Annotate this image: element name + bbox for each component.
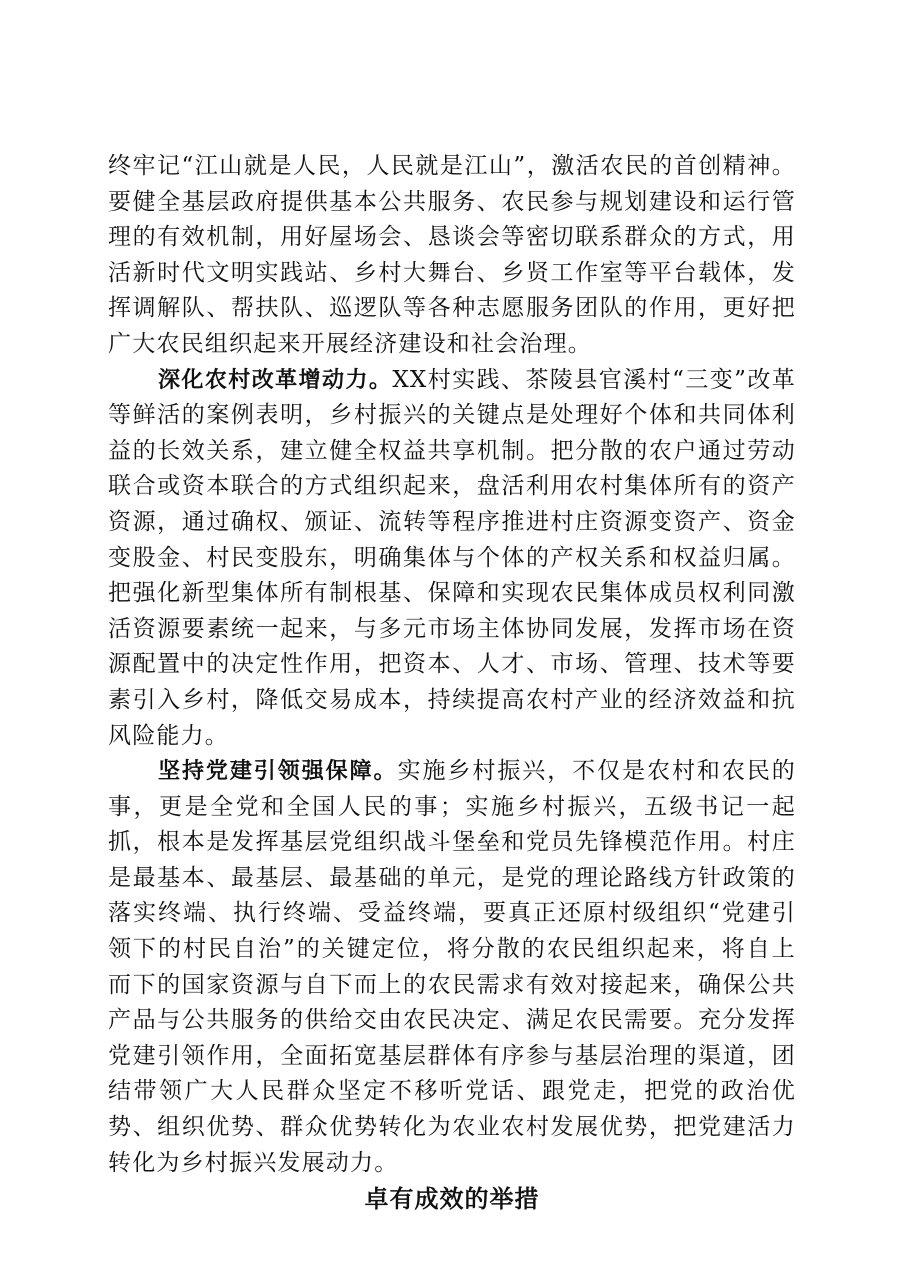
paragraph-lead-heading: 深化农村改革增动力。 <box>158 367 393 393</box>
document-body <box>108 149 796 1217</box>
paragraph-rural-reform <box>108 363 796 755</box>
paragraph-lead-heading: 坚持党建引领强保障。 <box>158 759 398 785</box>
paragraph-text: XX村实践、茶陵县官溪村“三变”改革等鲜活的案例表明，乡村振兴的关键点是处理好个体和共同体利益的长效关系，建立健全权益共享机制。把分散的农户通过劳动联合或资本联合的方式组织起来，盘活利用农村集体所有的资产资源，通过确权、颁证、流转等程序推进村庄资源变资产、资金变股金、村民变股东，明确集体与个体的产权关系和权益归属。把强化新型集体所有制根基、保障和实现农民集体成员权利同激活资源要素统一起来，与多元市场主体协同发展，发挥市场在资源配置中的决定性作用，把资本、人才、市场、管理、技术等要素引入乡村，降低交易成本，持续提高农村产业的经济效益和抗风险能力。 <box>108 366 796 749</box>
paragraph-continuation <box>108 149 796 363</box>
paragraph-text: 实施乡村振兴，不仅是农村和农民的事，更是全党和全国人民的事；实施乡村振兴，五级书记一起抓，根本是发挥基层党组织战斗堡垒和党员先锋模范作用。村庄是最基本、最基层、最基础的单元，是党的理论路线方针政策的落实终端、执行终端、受益终端，要真正还原村级组织“党建引领下的村民自治”的关键定位，将分散的农民组织起来，将自上而下的国家资源与自下而上的农民需求有效对接起来，确保公共产品与公共服务的供给交由农民决定、满足农民需要。充分发挥党建引领作用，全面拓宽基层群体有序参与基层治理的渠道，团结带领广大人民群众坚定不移听党话、跟党走，把党的政治优势、组织优势、群众优势转化为农业农村发展优势，把党建活力转化为乡村振兴发展动力。 <box>108 758 796 1176</box>
section-heading: 卓有成效的举措 <box>364 1184 540 1214</box>
paragraph-party-building <box>108 754 796 1181</box>
paragraph-text: 终牢记“江山就是人民，人民就是江山”，激活农民的首创精神。要健全基层政府提供基本公共服务、农民参与规划建设和运行管理的有效机制，用好屋场会、恳谈会等密切联系群众的方式，用活新时代文明实践站、乡村大舞台、乡贤工作室等平台载体，发挥调解队、帮扶队、巡逻队等各种志愿服务团队的作用，更好把广大农民组织起来开展经济建设和社会治理。 <box>108 153 796 357</box>
